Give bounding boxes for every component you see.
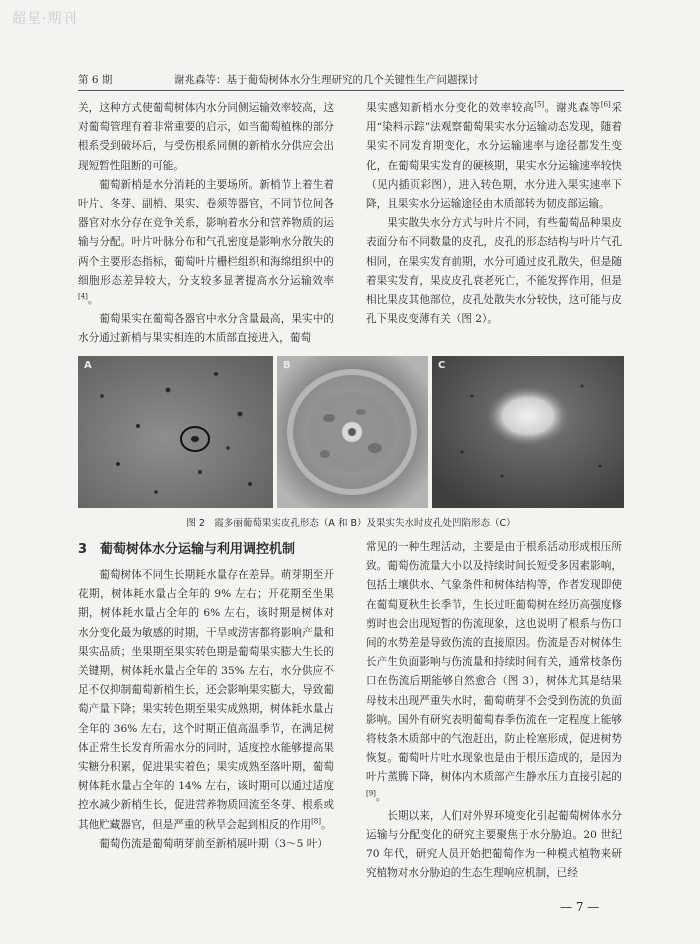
paragraph: 果实散失水分方式与叶片不同，有些葡萄品种果皮表面分布不同数量的皮孔，皮孔的形态结构与叶片气孔相同，在果实发育前期，水分可通过皮孔散失，但是随着果实发育，果皮皮孔衰老死亡，不能发挥作用，但是相比果皮其他部位，皮孔处散失水分较快，这可能与皮孔下果皮变薄有关（图 2）。 [366, 217, 622, 326]
citation[interactable]: [8] [311, 817, 321, 826]
paragraph: 葡萄树体不同生长期耗水量存在差异。萌芽期至开花期，树体耗水量占全年的 9% 左右；开花期至坐果期，树体耗水量占全年的 6% 左右，该时期是树体对水分变化最为敏感的时期，干旱或涝害都将影响产量和果实品质；坐果期至果实转色期是葡萄果实膨大生长的关键期，树体耗水量占全年的 35% 左右，水分供应不足不仅抑制葡萄新梢生长，还会影响果实膨大，导致葡萄产量下降；果实转色期至果实成熟期，树体耗水量占全年的 36% 左右，这个时期正值高温季节，在满足树体正常生长发育所需水分的同时，适度控水能够提高果实糖分积累，促进果实着色；果实成熟至落叶期，葡萄树体耗水量占全年的 14% 左右，该时期可以通过适度控水减少新梢生长，促进营养物质回流至冬芽、根系或其他贮藏器官，但是严重的秋旱会起到相反的作用[8]。 [78, 569, 334, 831]
lenticel-closeup-photo [277, 356, 428, 508]
text-column-bottom-right [366, 538, 622, 884]
running-header [78, 72, 624, 91]
paragraph: 葡萄新梢是水分消耗的主要场所。新梢节上着生着叶片、冬芽、副梢、果实、卷须等器官，不同节位间各器官对水分存在竞争关系，影响着水分和营养物质的运输与分配。叶片叶脉分布和气孔密度是影响水分散失的两个主要形态指标，葡萄叶片栅栏组织和海绵组织中的细胞形态差异较大，分支较多显著提高水分运输效率[4]。 [78, 178, 334, 307]
panel-label-c: C [438, 360, 446, 371]
journal-watermark: 超星·期刊 [12, 11, 78, 27]
figure-2 [78, 356, 624, 508]
citation[interactable]: [6] [600, 100, 611, 109]
panel-label-b: B [283, 360, 291, 371]
citation[interactable]: [5] [534, 100, 545, 109]
issue-number: 第 6 期 [78, 74, 113, 86]
citation[interactable]: [4] [78, 292, 88, 301]
citation[interactable]: [9] [366, 789, 376, 798]
paragraph: 关，这种方式使葡萄树体内水分同侧运输效率较高，这对葡萄管理有着非常重要的启示，如当葡萄植株的部分根系受到破坏后，与受伤根系同侧的新梢水分供应会出现短暂性阻断的可能。 [78, 102, 334, 172]
text-column-top-left [78, 99, 334, 349]
paragraph: 果实感知新梢水分变化的效率较高[5]。谢兆森等[6]采用“染料示踪”法观察葡萄果实水分运输动态发现，随着果实不同发育期变化，水分运输速率与途径都发生变化，在葡萄果实发育的硬核期，果实水分运输速率较快（见内插页彩图），进入转色期，水分进入果实速率下降，且果实水分运输途径由木质部转为韧皮部运输。 [366, 100, 623, 211]
article-running-title: 谢兆森等：基于葡萄树体水分生理研究的几个关键性生产问题探讨 [174, 74, 479, 86]
panel-label-a: A [84, 360, 92, 371]
figure-panel-b [277, 356, 428, 508]
figure-caption: 图 2 霞多丽葡萄果实皮孔形态（A 和 B）及果实失水时皮孔处凹陷形态（C） [186, 518, 516, 529]
text-column-top-right [366, 99, 622, 329]
paragraph: 葡萄伤流是葡萄萌芽前至新梢展叶期（3～5 叶） [99, 837, 328, 850]
lenticel-photo [78, 356, 273, 508]
figure-panel-a [78, 356, 273, 508]
section-heading: 3 葡萄树体水分运输与利用调控机制 [78, 542, 296, 557]
page-number: — 7 — [560, 900, 600, 914]
paragraph: 常见的一种生理活动，主要是由于根系活动形成根压所致。葡萄伤流量大小以及持续时间长短受多因素影响，包括土壤供水、气象条件和树体结构等，作者发现即使在葡萄夏秋生长季节，生长过旺葡萄树在经历高强度修剪时也会出现短暂的伤流现象，这也说明了根系与伤口间的水势差是导致伤流的直接原因。伤流是否对树体生长产生负面影响与伤流量和持续时间有关，通常枝条伤口在伤流后期能够自然愈合（图 3），树体尤其是结果母枝未出现严重失水时，葡萄萌芽不会受到伤流的负面影响。国外有研究表明葡萄春季伤流在一定程度上能够将枝条木质部中的气泡赶出，防止栓塞形成，促进树势恢复。葡萄叶片吐水现象也是由于根压造成的，是因为叶片蒸腾下降，树体内木质部产生静水压力直接引起的[9]。 [366, 541, 622, 803]
figure-panel-c [432, 356, 624, 508]
paragraph: 葡萄果实在葡萄各器官中水分含量最高，果实中的水分通过新梢与果实相连的木质部直接进入，葡萄 [78, 313, 334, 345]
paragraph: 长期以来，人们对外界环境变化引起葡萄树体水分运输与分配变化的研究主要聚焦于水分胁迫。20 世纪 70 年代，研究人员开始把葡萄作为一种模式植物来研究植物对水分胁迫的生态生理响应机制，已经 [366, 809, 622, 880]
shriveled-berry-photo [432, 356, 624, 508]
text-column-bottom-left [78, 566, 334, 854]
